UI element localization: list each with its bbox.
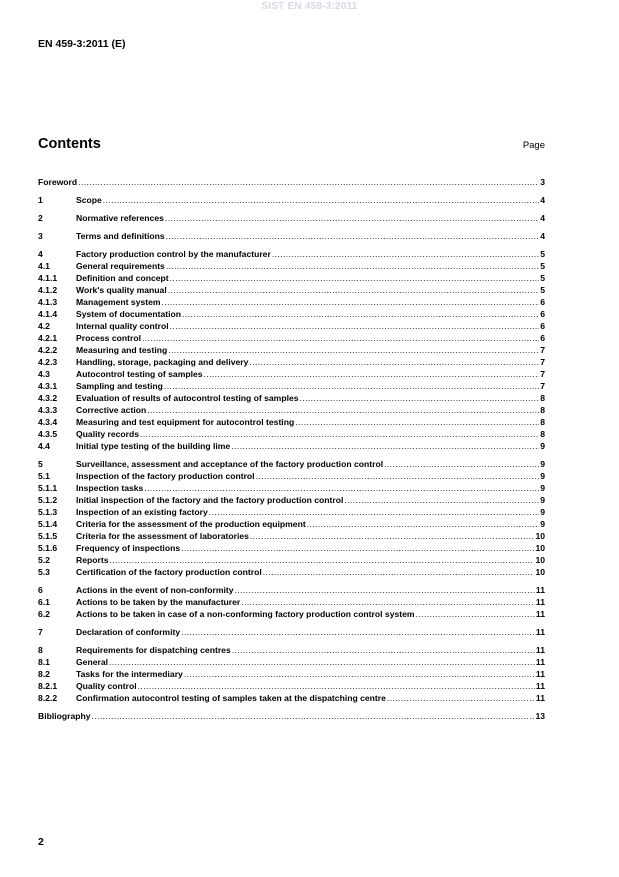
toc-dot-leader <box>416 608 535 620</box>
toc-entry-page: 7 <box>540 357 545 367</box>
toc-entry[interactable] <box>38 656 545 668</box>
toc-entry-title: Foreword <box>38 177 78 187</box>
toc-entry-number: 6.1 <box>38 597 50 607</box>
toc-entry-number: 5.2 <box>38 555 50 565</box>
toc-entry-number: 8.1 <box>38 657 50 667</box>
toc-dot-leader <box>300 392 540 404</box>
toc-entry-number: 4.3.3 <box>38 405 58 415</box>
toc-entry[interactable] <box>38 440 545 452</box>
toc-dot-leader <box>144 482 539 494</box>
toc-entry-page: 4 <box>540 213 545 223</box>
toc-entry-page: 7 <box>540 369 545 379</box>
toc-entry-page: 11 <box>535 681 545 691</box>
toc-entry-title: Management system <box>76 297 161 307</box>
toc-entry-number: 5.1 <box>38 471 50 481</box>
toc-dot-leader <box>256 470 540 482</box>
toc-entry[interactable] <box>38 296 545 308</box>
watermark: SIST EN 459-3:2011 <box>261 1 358 12</box>
toc-entry-title: Process control <box>76 333 141 343</box>
toc-entry-page: 7 <box>540 381 545 391</box>
toc-dot-leader <box>168 344 539 356</box>
toc-entry-page: 5 <box>540 273 545 283</box>
document-header: EN 459-3:2011 (E) <box>38 38 126 50</box>
toc-entry-title: Autocontrol testing of samples <box>76 369 203 379</box>
toc-entry[interactable] <box>38 710 545 722</box>
toc-dot-leader <box>109 656 535 668</box>
toc-dot-leader <box>241 596 535 608</box>
toc-entry-page: 11 <box>535 645 545 655</box>
toc-entry-title: Work's quality manual <box>76 285 167 295</box>
toc-dot-leader <box>164 380 539 392</box>
toc-dot-leader <box>165 212 539 224</box>
toc-dot-leader <box>170 320 540 332</box>
toc-entry-title: Normative references <box>76 213 164 223</box>
toc-entry-title: Corrective action <box>76 405 147 415</box>
toc-dot-leader <box>231 440 539 452</box>
toc-entry-page: 7 <box>540 345 545 355</box>
toc-entry-number: 4.1.3 <box>38 297 58 307</box>
toc-dot-leader <box>263 566 535 578</box>
toc-entry-number: 4.1.2 <box>38 285 58 295</box>
toc-entry[interactable] <box>38 644 545 656</box>
toc-entry-page: 4 <box>540 231 545 241</box>
toc-entry-number: 5.1.2 <box>38 495 58 505</box>
toc-entry-number: 4.1 <box>38 261 50 271</box>
toc-entry-title: Requirements for dispatching centres <box>76 645 231 655</box>
toc-dot-leader <box>140 428 539 440</box>
toc-dot-leader <box>166 230 540 242</box>
toc-entry-title: Handling, storage, packaging and delivery <box>76 357 249 367</box>
toc-entry-page: 5 <box>540 249 545 259</box>
toc-entry-number: 4.3.4 <box>38 417 58 427</box>
toc-dot-leader <box>181 626 535 638</box>
toc-entry-page: 8 <box>540 429 545 439</box>
toc-entry[interactable] <box>38 272 545 284</box>
toc-entry[interactable] <box>38 392 545 404</box>
toc-dot-leader <box>235 584 535 596</box>
toc-entry-number: 5.1.3 <box>38 507 58 517</box>
toc-entry-title: General requirements <box>76 261 165 271</box>
toc-dot-leader <box>181 542 534 554</box>
toc-entry-page: 11 <box>535 627 545 637</box>
toc-dot-leader <box>138 680 535 692</box>
toc-entry-page: 10 <box>535 531 545 541</box>
toc-entry-title: Inspection of an existing factory <box>76 507 208 517</box>
toc-entry-title: Factory production control by the manufacturer <box>76 249 271 259</box>
toc-entry-title: Actions to be taken by the manufacturer <box>76 597 241 607</box>
toc-entry[interactable] <box>38 494 545 506</box>
toc-entry-title: Quality records <box>76 429 140 439</box>
toc-entry-title: Actions in the event of non-conformity <box>76 585 234 595</box>
toc-entry-number: 8.2.1 <box>38 681 58 691</box>
toc-entry-page: 3 <box>540 177 545 187</box>
toc-entry[interactable] <box>38 506 545 518</box>
toc-entry[interactable] <box>38 230 545 242</box>
toc-entry[interactable] <box>38 176 545 188</box>
toc-dot-leader <box>103 194 539 206</box>
toc-dot-leader <box>384 458 539 470</box>
toc-entry[interactable] <box>38 404 545 416</box>
toc-entry-title: Tasks for the intermediary <box>76 669 183 679</box>
toc-entry-page: 10 <box>535 555 545 565</box>
toc-entry-number: 2 <box>38 213 43 223</box>
toc-entry[interactable] <box>38 470 545 482</box>
toc-entry[interactable] <box>38 308 545 320</box>
toc-entry[interactable] <box>38 458 545 470</box>
toc-entry-page: 6 <box>540 333 545 343</box>
toc-dot-leader <box>387 692 535 704</box>
toc-entry-number: 4.3.1 <box>38 381 58 391</box>
toc-entry-page: 9 <box>540 483 545 493</box>
toc-entry[interactable] <box>38 482 545 494</box>
toc-entry-number: 1 <box>38 195 43 205</box>
toc-entry-title: Surveillance, assessment and acceptance of the factory production control <box>76 459 384 469</box>
toc-entry-number: 4.2.2 <box>38 345 58 355</box>
toc-dot-leader <box>307 518 540 530</box>
toc-entry-title: General <box>76 657 109 667</box>
toc-dot-leader <box>166 260 539 272</box>
toc-dot-leader <box>170 272 540 284</box>
toc-entry-number: 4.1.1 <box>38 273 58 283</box>
toc-entry-title: Terms and definitions <box>76 231 165 241</box>
toc-entry-title: Confirmation autocontrol testing of samples taken at the dispatching centre <box>76 693 386 703</box>
toc-entry[interactable] <box>38 368 545 380</box>
toc-entry-page: 4 <box>540 195 545 205</box>
toc-entry[interactable] <box>38 428 545 440</box>
toc-entry-page: 9 <box>540 495 545 505</box>
toc-dot-leader <box>78 176 539 188</box>
toc-entry-page: 8 <box>540 417 545 427</box>
toc-entry-number: 5.3 <box>38 567 50 577</box>
toc-entry[interactable] <box>38 518 545 530</box>
toc-entry-number: 5.1.5 <box>38 531 58 541</box>
toc-entry[interactable] <box>38 260 545 272</box>
toc-entry-number: 5.1.6 <box>38 543 58 553</box>
toc-entry-page: 9 <box>540 471 545 481</box>
table-of-contents <box>38 176 545 722</box>
toc-entry-title: Sampling and testing <box>76 381 163 391</box>
toc-entry-page: 9 <box>540 459 545 469</box>
toc-entry[interactable] <box>38 584 545 596</box>
toc-entry-title: Scope <box>76 195 102 205</box>
toc-entry-page: 11 <box>535 693 545 703</box>
toc-entry-page: 6 <box>540 297 545 307</box>
toc-dot-leader <box>168 284 540 296</box>
toc-dot-leader <box>272 248 539 260</box>
toc-dot-leader <box>147 404 539 416</box>
toc-entry[interactable] <box>38 554 545 566</box>
toc-entry-number: 4.2 <box>38 321 50 331</box>
toc-entry-number: 4.2.1 <box>38 333 58 343</box>
toc-entry-page: 10 <box>535 543 545 553</box>
toc-entry[interactable] <box>38 608 545 620</box>
toc-dot-leader <box>109 554 534 566</box>
toc-dot-leader <box>295 416 539 428</box>
toc-dot-leader <box>184 668 535 680</box>
toc-entry[interactable] <box>38 668 545 680</box>
toc-entry-number: 4.3.5 <box>38 429 58 439</box>
toc-entry[interactable] <box>38 332 545 344</box>
toc-entry[interactable] <box>38 194 545 206</box>
toc-entry-number: 4 <box>38 249 43 259</box>
toc-dot-leader <box>162 296 540 308</box>
toc-entry-title: Internal quality control <box>76 321 169 331</box>
toc-entry-title: Initial inspection of the factory and the factory production control <box>76 495 344 505</box>
toc-entry-title: Inspection tasks <box>76 483 144 493</box>
toc-entry-page: 11 <box>535 669 545 679</box>
toc-entry-number: 5.1.4 <box>38 519 58 529</box>
toc-entry-number: 6 <box>38 585 43 595</box>
toc-entry-number: 5 <box>38 459 43 469</box>
toc-entry[interactable] <box>38 212 545 224</box>
toc-entry-title: Frequency of inspections <box>76 543 181 553</box>
toc-entry[interactable] <box>38 380 545 392</box>
toc-entry-page: 11 <box>535 597 545 607</box>
toc-entry[interactable] <box>38 530 545 542</box>
toc-entry-number: 8.2.2 <box>38 693 58 703</box>
toc-entry-page: 8 <box>540 405 545 415</box>
toc-entry-page: 9 <box>540 507 545 517</box>
toc-entry-title: Inspection of the factory production control <box>76 471 255 481</box>
toc-entry-title: Quality control <box>76 681 137 691</box>
toc-entry-number: 8 <box>38 645 43 655</box>
toc-entry[interactable] <box>38 680 545 692</box>
toc-entry-number: 4.1.4 <box>38 309 58 319</box>
toc-dot-leader <box>142 332 539 344</box>
toc-entry-number: 6.2 <box>38 609 50 619</box>
toc-entry-title: Bibliography <box>38 711 91 721</box>
toc-entry[interactable] <box>38 344 545 356</box>
toc-entry-number: 8.2 <box>38 669 50 679</box>
toc-entry[interactable] <box>38 248 545 260</box>
toc-entry[interactable] <box>38 596 545 608</box>
toc-entry[interactable] <box>38 542 545 554</box>
toc-entry-title: Actions to be taken in case of a non-conforming factory production control system <box>76 609 415 619</box>
toc-entry-number: 7 <box>38 627 43 637</box>
toc-entry-title: Certification of the factory production control <box>76 567 262 577</box>
toc-dot-leader <box>182 308 539 320</box>
page-number: 2 <box>38 836 44 848</box>
toc-entry[interactable] <box>38 692 545 704</box>
toc-entry-page: 9 <box>540 441 545 451</box>
toc-dot-leader <box>204 368 540 380</box>
toc-entry-page: 11 <box>535 585 545 595</box>
toc-entry[interactable] <box>38 416 545 428</box>
toc-entry-number: 4.2.3 <box>38 357 58 367</box>
toc-entry-title: Initial type testing of the building lime <box>76 441 231 451</box>
contents-title: Contents <box>38 136 101 152</box>
toc-entry-number: 4.4 <box>38 441 50 451</box>
toc-entry-title: Evaluation of results of autocontrol testing of samples <box>76 393 299 403</box>
toc-dot-leader <box>92 710 535 722</box>
toc-dot-leader <box>250 530 535 542</box>
toc-entry[interactable] <box>38 320 545 332</box>
toc-entry-page: 6 <box>540 309 545 319</box>
toc-entry-page: 11 <box>535 609 545 619</box>
toc-dot-leader <box>232 644 535 656</box>
toc-entry-page: 9 <box>540 519 545 529</box>
toc-entry-number: 4.3 <box>38 369 50 379</box>
toc-entry[interactable] <box>38 566 545 578</box>
toc-entry-page: 11 <box>535 657 545 667</box>
toc-entry-page: 6 <box>540 321 545 331</box>
toc-entry-title: Definition and concept <box>76 273 169 283</box>
toc-entry-page: 5 <box>540 261 545 271</box>
toc-entry-title: Declaration of conformity <box>76 627 181 637</box>
toc-entry-title: System of documentation <box>76 309 182 319</box>
toc-entry-page: 5 <box>540 285 545 295</box>
toc-entry-number: 4.3.2 <box>38 393 58 403</box>
toc-dot-leader <box>344 494 539 506</box>
toc-entry[interactable] <box>38 356 545 368</box>
toc-entry[interactable] <box>38 626 545 638</box>
toc-dot-leader <box>209 506 539 518</box>
toc-entry-title: Reports <box>76 555 109 565</box>
page-column-label: Page <box>522 140 545 151</box>
toc-entry-title: Criteria for the assessment of the production equipment <box>76 519 306 529</box>
toc-entry-page: 13 <box>535 711 545 721</box>
toc-entry-title: Measuring and test equipment for autocontrol testing <box>76 417 295 427</box>
toc-entry-title: Measuring and testing <box>76 345 168 355</box>
toc-entry-number: 5.1.1 <box>38 483 58 493</box>
toc-dot-leader <box>249 356 539 368</box>
toc-entry-number: 3 <box>38 231 43 241</box>
toc-entry-title: Criteria for the assessment of laboratories <box>76 531 249 541</box>
toc-entry[interactable] <box>38 284 545 296</box>
toc-entry-page: 10 <box>535 567 545 577</box>
toc-entry-page: 8 <box>540 393 545 403</box>
